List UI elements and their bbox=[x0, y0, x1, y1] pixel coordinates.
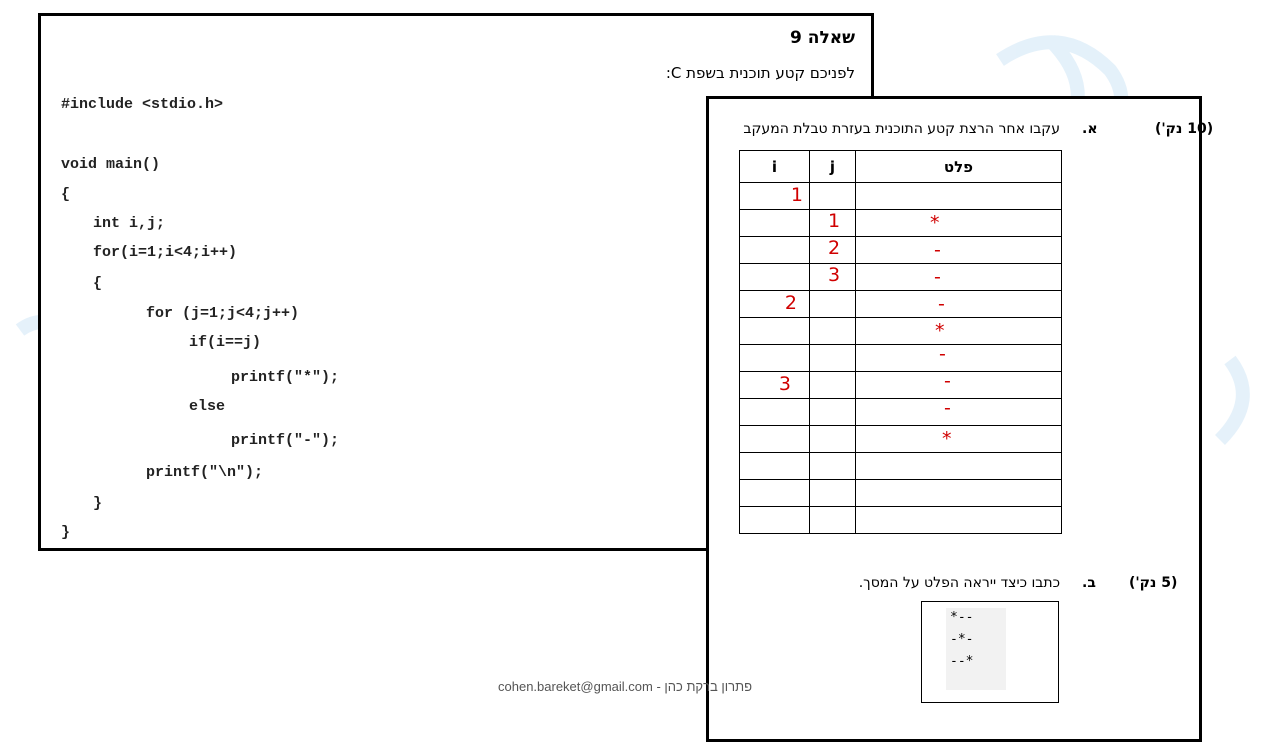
handwritten-output: - bbox=[944, 370, 951, 392]
code-line: if(i==j) bbox=[189, 334, 262, 351]
handwritten-i: 1 bbox=[790, 184, 803, 206]
table-row bbox=[740, 372, 1062, 399]
cell-i bbox=[740, 480, 810, 507]
cell-output bbox=[856, 426, 1062, 453]
cell-j bbox=[810, 183, 856, 210]
cell-j bbox=[810, 372, 856, 399]
handwritten-output: - bbox=[944, 397, 951, 419]
table-row bbox=[740, 399, 1062, 426]
code-line: } bbox=[61, 524, 71, 541]
cell-i bbox=[740, 372, 810, 399]
answer-panel bbox=[706, 96, 1214, 742]
table-row bbox=[740, 264, 1062, 291]
cell-j bbox=[810, 507, 856, 534]
table-row bbox=[740, 237, 1062, 264]
table-row bbox=[740, 426, 1062, 453]
cell-i bbox=[740, 210, 810, 237]
code-line: #include <stdio.h> bbox=[61, 96, 224, 113]
cell-i bbox=[740, 426, 810, 453]
trace-table bbox=[739, 150, 1062, 534]
table-row bbox=[740, 318, 1062, 345]
cell-i bbox=[740, 453, 810, 480]
table-row bbox=[740, 453, 1062, 480]
code-line: else bbox=[189, 398, 226, 415]
table-row bbox=[740, 507, 1062, 534]
code-line: int i,j; bbox=[93, 215, 166, 232]
handwritten-output: - bbox=[938, 293, 945, 315]
code-line: { bbox=[61, 186, 71, 203]
cell-output bbox=[856, 237, 1062, 264]
cell-j bbox=[810, 426, 856, 453]
code-line: { bbox=[93, 275, 103, 292]
screen-output-box bbox=[921, 601, 1059, 703]
cell-output bbox=[856, 318, 1062, 345]
cell-j bbox=[810, 453, 856, 480]
cell-output bbox=[856, 399, 1062, 426]
screen-line: --* bbox=[950, 654, 974, 669]
cell-output bbox=[856, 183, 1062, 210]
cell-output bbox=[856, 264, 1062, 291]
part-b-instruction: כתבו כיצד ייראה הפלט על המסך. bbox=[858, 575, 1060, 591]
table-row bbox=[740, 291, 1062, 318]
table-row bbox=[740, 345, 1062, 372]
header-j: j bbox=[810, 151, 856, 183]
cell-j bbox=[810, 264, 856, 291]
screen-output-highlight bbox=[946, 608, 1006, 690]
table-row bbox=[740, 480, 1062, 507]
cell-j bbox=[810, 291, 856, 318]
cell-output bbox=[856, 372, 1062, 399]
trace-table-header bbox=[740, 151, 1062, 183]
cell-j bbox=[810, 318, 856, 345]
handwritten-j: 1 bbox=[828, 210, 841, 232]
cell-output bbox=[856, 507, 1062, 534]
cell-output bbox=[856, 291, 1062, 318]
cell-i bbox=[740, 399, 810, 426]
table-row bbox=[740, 210, 1062, 237]
footer-credit: cohen.bareket@gmail.com - פתרון ברקת כהן bbox=[498, 679, 753, 694]
code-line: } bbox=[93, 495, 103, 512]
handwritten-i: 2 bbox=[784, 292, 797, 314]
part-a-letter: א. bbox=[1082, 121, 1098, 137]
handwritten-output: * bbox=[935, 320, 945, 342]
code-line: void main() bbox=[61, 156, 161, 173]
header-i: i bbox=[740, 151, 810, 183]
code-line: for(i=1;i<4;i++) bbox=[93, 244, 238, 261]
cell-j bbox=[810, 345, 856, 372]
code-line: for (j=1;j<4;j++) bbox=[146, 305, 300, 322]
handwritten-output: - bbox=[934, 266, 941, 288]
question-title: שאלה 9 bbox=[790, 28, 855, 48]
part-a-instruction: עקבו אחר הרצת קטע התוכנית בעזרת טבלת המעקב bbox=[743, 121, 1060, 137]
handwritten-j: 3 bbox=[828, 264, 841, 286]
handwritten-output: - bbox=[939, 343, 946, 365]
part-b-letter: ב. bbox=[1082, 575, 1096, 591]
cell-i bbox=[740, 345, 810, 372]
cell-output bbox=[856, 480, 1062, 507]
code-line: printf("-"); bbox=[231, 432, 340, 449]
header-output: פלט bbox=[856, 151, 1062, 183]
handwritten-output: * bbox=[930, 212, 940, 234]
part-b-points: (5 נק') bbox=[1129, 575, 1178, 591]
code-line: printf("\n"); bbox=[146, 464, 264, 481]
cell-output bbox=[856, 345, 1062, 372]
handwritten-output: - bbox=[934, 239, 941, 261]
cell-i bbox=[740, 264, 810, 291]
cell-i bbox=[740, 291, 810, 318]
handwritten-i: 3 bbox=[778, 373, 791, 395]
cell-i bbox=[740, 183, 810, 210]
cell-j bbox=[810, 480, 856, 507]
cell-j bbox=[810, 210, 856, 237]
screen-line: *-- bbox=[950, 610, 974, 625]
part-a-points: (10 נק') bbox=[1155, 121, 1214, 137]
cell-i bbox=[740, 237, 810, 264]
cell-output bbox=[856, 210, 1062, 237]
cell-i bbox=[740, 507, 810, 534]
cell-i bbox=[740, 318, 810, 345]
cell-output bbox=[856, 453, 1062, 480]
cell-j bbox=[810, 237, 856, 264]
handwritten-j: 2 bbox=[828, 237, 841, 259]
cell-j bbox=[810, 399, 856, 426]
handwritten-output: * bbox=[942, 428, 952, 450]
screen-line: -*- bbox=[950, 632, 974, 647]
table-row bbox=[740, 183, 1062, 210]
question-intro: לפניכם קטע תוכנית בשפת C: bbox=[665, 64, 855, 82]
code-line: printf("*"); bbox=[231, 369, 340, 386]
